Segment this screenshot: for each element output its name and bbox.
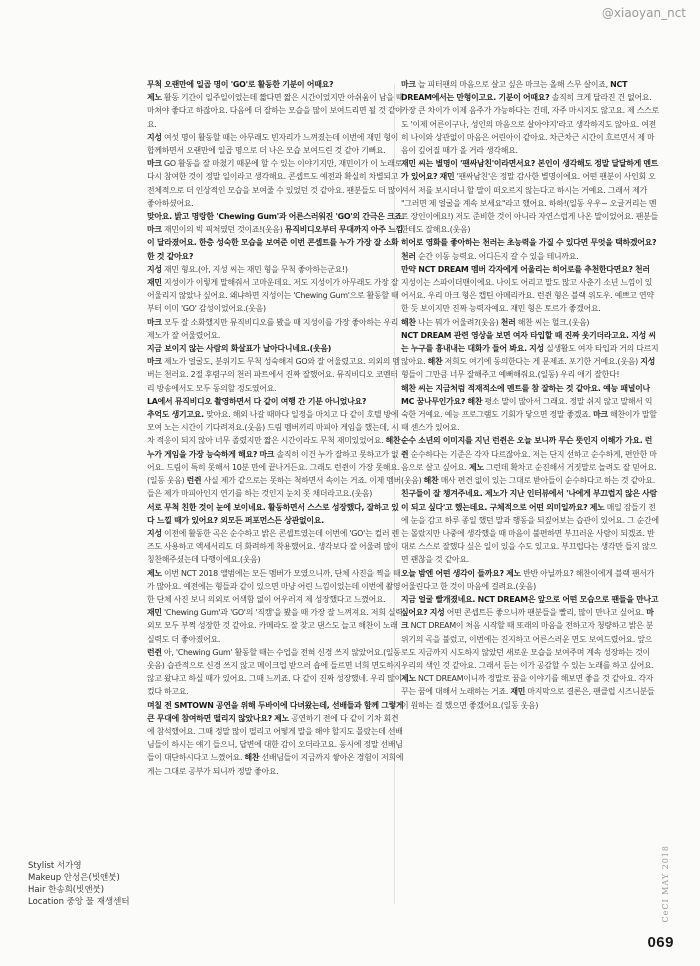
credit-stylist: Stylist 서가영 [28, 861, 82, 871]
article-speaker: 천러 [500, 317, 516, 327]
magazine-side-mark: CeCI MAY 2018 [661, 845, 670, 923]
article-speaker: 런쥔 [401, 436, 653, 459]
right-column [401, 78, 659, 712]
article-text: 공연하기 전에 다 같이 기차 회견에 참석했어요. 그때 정말 많이 떨리고 어떻게 말을 해야 할지도 몰랐는데 선배님들이 하시는 얘기 들으니, 답변에 대한 감이 오더라고요. 동시에 정말 선배님들이 대단하시다고 느꼈어요. [147, 713, 403, 763]
credit-makeup: Makeup 안성은(빗앤붓) [28, 873, 120, 883]
article-paragraph [147, 131, 405, 157]
article-paragraph [147, 355, 405, 395]
article-paragraph [147, 263, 405, 276]
article-text: 재민 형요.(아, 지성 씨는 재민 형을 무척 좋아하는군요!) [164, 264, 348, 274]
article-text: 저희도 여기에 동의한다는 게 문제죠. 포기한 거예요.(웃음) [444, 357, 638, 367]
article-speaker: 해찬 [423, 476, 439, 486]
article-speaker: 마크 [147, 357, 162, 367]
article-speaker: 해찬 [401, 317, 416, 327]
article-speaker: 지성 [147, 132, 162, 142]
credits [28, 860, 130, 908]
article-speaker: 지성 [147, 528, 162, 538]
article-text: 매일 잠들기 전에 눈을 감고 하루 종일 했던 말과 행동을 되짚어보는 습관이 있어요. 그 순간에는 몰랐지만 나중에 생각했을 때 마음이 불편하면 부끄러운 사람이 되겠죠. 반대로 스스로 잘했다 싶은 일이 있을 수도 있고요. 부끄럽다는 생각만 들지 않으면 괜찮을 것 같아요. [401, 502, 659, 565]
article-question: LA에서 뮤직비디오 촬영하면서 다 같이 여행 간 기분 아니었나요? [147, 396, 367, 406]
article-paragraph [401, 263, 659, 316]
article-speaker: 재민 [439, 172, 455, 182]
article-speaker: 마크 [147, 317, 162, 327]
article-question: 무척 오랜만에 일곱 명이 'GO'로 활동한 기분이 어때요? [147, 80, 334, 89]
article-text: GO 활동을 잘 마쳤기 때문에 할 수 있는 이야기지만, 재민이가 이 노래로 다시 참여한 것이 정말 일이라고 생각해요. 콘셉트도 예전과 확실히 차별되고 전체적으로 더 인상적인 모습을 보여줄 수 있었던 것 같아요. 팬분들도 더 많이 좋아하셨어요. [147, 159, 403, 208]
article-speaker: 마크 [259, 449, 275, 459]
article-paragraph [147, 395, 405, 408]
credit-hair: Hair 한송희(빗앤붓) [28, 885, 105, 895]
article-speaker: 재민 [147, 278, 162, 288]
article-speaker: 천러 [401, 251, 416, 261]
page-number: 069 [647, 934, 674, 951]
article-question: 오늘 밤엔 어떤 생각이 들까요? [401, 568, 504, 578]
article-paragraph [147, 91, 405, 131]
article-paragraph [401, 157, 659, 236]
article-question: 추억도 생기고요. [147, 410, 204, 420]
article-question: 서로 무척 친한 것이 눈에 보이네요. 활동하면서 스스로 성장했다, 잘하고 있다 느낄 때가 있어요? 외모든 퍼포먼스든 상관없이요. [147, 502, 399, 525]
article-paragraph [147, 342, 405, 355]
article-text: 사실 제가 같으로는 못하는 척하면서 속이는 거죠. 이제 멤버들은 제가 마피아인지 연기를 하는 것인지 눈치 못 채더라고요.(웃음) [147, 476, 401, 499]
article-text: '팬싸남친'은 정말 감사한 별명이에요. 어떤 팬분이 사인회 오셔서 저를 보시더니 할 말이 떠오르지 않는다고 하시는 거예요. 그래서 제가 "그러면 제 얼굴을 계속 보세요"라고 했어요. 하하!(일동 우우~ 오글거리는 멘트 장인이에요!) 저도 준비한 것이 아니라 자연스럽게 나온 말이었어요. 팬분들한테도 잘해요.(웃음) [401, 172, 658, 235]
article-speaker: 제노 [274, 713, 289, 723]
article-text: 재민이의 빅 픽처였던 것이죠!(웃음) [164, 225, 283, 235]
article-question: 지금 얼굴 빨개졌네요. NCT DREAM은 앞으로 어떤 모습으로 팬들을 만나고 싶어요? [401, 594, 659, 618]
article-text: 여섯 명이 활동할 때는 아무래도 빈자리가 느껴졌는데 이번에 재민 형이 합께하면서 오랜만에 일곱 명으로 더 나은 모습 보여드린 것 같아 기뻐요. [147, 132, 399, 156]
article-text: 모두 잘 소화했지만 뮤직비디오를 봤을 때 지성이를 가장 좋아하는 우리 제노가 잘 어울렸어요. [147, 317, 399, 340]
article-text: 늘 피터팬의 마음으로 살고 싶은 마크는 올해 스무 살이죠, [418, 80, 608, 89]
article-paragraph [147, 316, 405, 342]
article-paragraph [401, 78, 659, 157]
article-speaker: 런쥔 [186, 476, 202, 486]
article-speaker: 제노 [506, 568, 521, 578]
article-question: 히어로 영화를 좋아하는 천러는 초능력을 가질 수 있다면 무엇을 택하겠어요? [401, 238, 657, 248]
article-speaker: 마크 [401, 80, 416, 89]
article-question: 친구들이 잘 챙겨주네요. 제노가 지난 인터뷰에서 '나에게 부끄럽지 않은 사람이 되고 싶다'고 했는데요. 구체적으로 어떤 의미일까요? [401, 489, 657, 512]
article-speaker: 런쥔 [147, 647, 162, 657]
article-text: 매사 편견 없이 있는 그대로 받아들이 순수하다고 하는 것 같아요. [440, 476, 655, 486]
article-paragraph [401, 593, 659, 712]
article-question: 지금 보이지 않는 사람의 화살표가 날아다니네요.(웃음) [147, 344, 332, 354]
article-text: 맞아요. 해외 나갈 때마다 일정을 마치고 다 같이 호텔 방에 모여 노는 시간이 기다려져요.(웃음) 드림 멤버끼리 마피아 게임을 했는데, 시차 적응이 되지 않아 너무 졸렸지만 짧은 시간이라도 무척 재미있었어요. [147, 410, 399, 446]
article-text: 제노가 얼굴도, 분위기도 무척 성숙해져 GO와 잘 어울렸고요. 의외의 멤버는 천러요. 2절 후렴구의 천러 파트에서 진짜 잘했어요. 뮤직비디오 코멘터리 방송에서도 모두 동의할 정도였어요. [147, 357, 400, 393]
article-text: 그런데 확차고 순진해서 거짓말로 놀려도 잘 믿어요.(웃음) [401, 462, 657, 486]
article-speaker: 마크 [401, 608, 654, 631]
article-paragraph [147, 567, 405, 607]
article-speaker: 천러 [635, 264, 650, 274]
article-paragraph [401, 434, 659, 487]
article-question: 만약 NCT DREAM 멤버 각자에게 어울리는 히어로를 추천한다면요? [401, 264, 633, 274]
article-question: 순수 소년의 이미지를 지닌 런쥔은 오늘 보니까 무슨 뜻인지 이해가 가요. [401, 436, 643, 446]
article-speaker: 제노 [469, 462, 484, 472]
article-speaker: 재민 [510, 687, 526, 697]
article-text: 이번 NCT 2018 앨범에는 모든 멤버가 모였으니까, 단체 사진을 찍을 때가 많아요. 예전에는 형들과 같이 있으면 마냥 어린 느낌이었는데 이번에 촬영한 단체 사진 보니 의외로 어색함 없이 어우러져 제 성장했다고 느꼈어요. [147, 568, 401, 604]
article-paragraph [401, 567, 659, 593]
article-speaker: 제노 [401, 674, 416, 684]
article-speaker: 제노 [147, 568, 162, 578]
article-question: NCT DREAM 관련 영상을 보면 여자 타입할 때 진짜 웃기더라고요. 지성 씨는 누구를 흉내내는 대화가 들어 봐요. [401, 330, 656, 354]
article-speaker: 제노 [147, 93, 162, 103]
article-paragraph [147, 157, 405, 210]
article-text: NCT DREAM이니까 정말로 꿈을 이야기를 해보면 좋을 것 같아요. 각자 꾸는 꿈에 대해서 노래하는 거죠. [401, 674, 654, 697]
article-paragraph [401, 316, 659, 329]
article-speaker: 지성 [640, 357, 655, 367]
article-text: 평소 말이 많아서 그래요. 정말 쉬지 않고 말해서 익숙한 거예요. 예능 프로그램도 기회가 닿으면 정말 좋겠죠. [401, 396, 653, 420]
article-text: 순간 이동 능력요. 어디든지 갈 수 있을 테니까요. [418, 251, 579, 261]
article-speaker: 마크 [147, 225, 162, 235]
article-text: 선배님들이 지금까지 쌓아온 경험이 저희에게는 그대로 공부가 되니까 정말 좋아요. [147, 753, 404, 776]
article-paragraph [147, 210, 405, 223]
article-speaker: 해찬 [385, 436, 401, 446]
article-speaker: 마크 [147, 159, 162, 169]
article-paragraph [147, 448, 405, 501]
article-question: 며칠 전 SMTOWN 공연을 위해 두바이에 다녀왔는데, 선배들과 함께 그렇게 큰 무대에 참여하면 떨리지 않았나요? [147, 700, 404, 723]
article-text: 아, 'Chewing Gum' 활동할 때는 수업을 전혀 신경 쓰지 않았어요.(일동 웃음) 습관적으로 신경 쓰지 않고 메이크업 받으러 숍에 들르면 너희 면도하지 않고 왔냐고 하실 때가 있어요. 그때 느끼죠. 다 같이 진짜 성장했네. 우리 많이 컸다 하고요. [147, 647, 403, 697]
article-speaker: 지성 [429, 608, 445, 618]
article-speaker: 지성 [147, 264, 162, 274]
article-text: 반반 아닐까요? 해찬이에게 블랙 팬서가 어울린다고 한 것이 마음에 걸려요.(웃음) [401, 568, 655, 591]
article-text: 실생활도 여자 타입과 거의 다르지 않아요. [401, 344, 659, 367]
article-paragraph [147, 646, 405, 699]
left-column [147, 78, 405, 778]
article-paragraph [147, 699, 405, 778]
article-speaker: 제노 [589, 502, 605, 512]
article-text: 지성이가 이렇게 말해줘서 고마운데요. 저도 지성이가 아무래도 가장 잘 어울리지 않았나 싶어요. 왜냐하면 지성이는 'Chewing Gum'으로 활동할 때부터 이미 'GO' 감성이었어요.(웃음) [147, 278, 399, 314]
article-speaker: 해찬 [427, 357, 443, 367]
article-text: 해찬이가 말할 때 센스가 있어요. [401, 410, 657, 433]
article-text: 해찬 씨는 헐크.(웃음) [517, 317, 590, 327]
credit-location: Location 중앙 물 재생센터 [28, 897, 130, 907]
article-paragraph [401, 236, 659, 262]
watermark: @xiaoyan_nct [601, 6, 686, 20]
article-paragraph [401, 382, 659, 435]
article-text: 형들이 그만큼 너무 잘해주고 예뻐해줘요.(일동) 우리 애기 잘한다! [401, 370, 620, 380]
article-text: 솔직히 이건 누가 잘하고 못하고가 없어요. 드림이 특히 못해서 10분 만에 끝나거든요. 그래도 런쥔이 가장 못해요.(일동 웃음) [147, 449, 400, 486]
article-speaker: 해찬 [467, 396, 483, 406]
article-question: 뮤직비디오부터 무대까지 아주 느낌이 달라졌어요. 한층 성숙한 모습을 보여준 이번 콘셉트를 누가 가장 잘 소화한 것 같아요? [147, 225, 403, 261]
article-paragraph [147, 408, 405, 448]
article-paragraph [147, 527, 405, 567]
article-speaker: 해찬 [244, 753, 260, 763]
article-text: 마지막으로 결론은, 팬클럽 시즈니분들이 원하는 걸 했으면 좋겠어요.(일동 웃음) [401, 687, 655, 710]
article-speaker: 지성 [529, 344, 544, 354]
article-paragraph [401, 329, 659, 382]
article-text: 순수하다는 기준은 각자 다르잖아요. 저는 단지 선하고 순수하게, 편안한 마음으로 살고 싶어요. [401, 449, 657, 472]
article-paragraph [147, 501, 405, 527]
article-text: NCT DREAM이 처음 시작할 때 또래의 마음을 전하고자 청량하고 밝은 분위기의 곡을 불렀고, 이번에는 진지하고 어른스러운 면도 보여드렸어요. 앞으로도 지금까지 시도하지 않았던 새로운 모습을 보여주며 계속 성장하는 것이 우리의 색인 것 같아요. 그래서 듣는 이가 공감할 수 있는 노래를 하고 싶어요. [401, 621, 654, 670]
article-question: NCT DREAM에서는 만형이고요. 기분이 어때요? [401, 80, 628, 103]
article-text: 어떤 콘셉트든 좋으니까 팬분들을 빨리, 많이 만나고 싶어요. [446, 608, 644, 618]
article-paragraph [147, 223, 405, 263]
article-question: 맞아요. 밝고 명랑한 'Chewing Gum'과 어른스러워진 'GO'의 간극은 크죠. [147, 212, 405, 222]
article-text: 활동 기간이 일주일이었는데 짧다면 짧은 시간이었지만 아쉬움이 남을 때 마쳐야 좋다고 하잖아요. 다음에 더 잘하는 모습을 많이 보여드리면 될 것 같아요. [147, 93, 404, 129]
article-text: 나는 뭐가 어울려?(웃음) [418, 317, 499, 327]
article-text: 'Chewing Gum'과 'GO'의 '직캠'을 봤을 때 가장 잘 느껴져요. 저희 실력, 외모 모두 부쩍 성장한 것 같아요. 카메라도 잘 찾고 댄스도 늘고 해찬이 노래 실력도 더 좋아졌어요. [147, 608, 405, 644]
article-question: 누가 게임을 가장 능숙하게 해요? [147, 449, 258, 459]
article-text: 지성이는 스파이더맨이에요. 나이도 어리고 말도 많고 사춘기 소년 느낌이 있어서요. 우리 마크 형은 캡틴 아메리카요. 런쥔 형은 블랙 위도우. 예쁘고 연약한 듯 보이지만 진짜 능력자예요. 재민 형은 토르가 좋겠어요. [401, 278, 654, 314]
article-text: 이전에 활동한 곡은 순수하고 밝은 콘셉트였는데 이번에 'GO'는 컬러 렌즈도 사용하고 액세서리도 더 화려하게 착용했어요. 생각보다 잘 어울려 많이 칭찬해주셨는데 다행이에요.(웃음) [147, 528, 400, 565]
article-paragraph [147, 276, 405, 316]
article-paragraph [147, 78, 405, 91]
article-paragraph [147, 606, 405, 646]
article-text: 솔직히 크게 달라진 건 없어요. 가장 큰 차이가 이제 음주가 가능하다는 건데, 자주 마시지도 않고요. 제 스스로도 '이제 어른이구나, 성인의 마음으로 살아야지'라고 생각하지도 않아요. 여전히 나이와 상관없이 마음은 어린아이 같아요. 차근차근 시간이 흐르면서 제 마음이 깊어질 때가 올 거라 생각해요. [401, 93, 659, 156]
article-question: 해찬 씨는 지금처럼 적재적소에 멘트를 참 잘하는 것 같아요. 예능 패널이나 MC 꿈나무인가요? [401, 383, 650, 406]
article-speaker: 재민 [147, 608, 162, 618]
article-question: 재민 씨는 별명이 '팬싸남친'이라면서요? 본인이 생각해도 정말 달달하게 멘트가 있어요? [401, 159, 659, 182]
article-paragraph [401, 487, 659, 566]
article-speaker: 마크 [593, 410, 608, 420]
